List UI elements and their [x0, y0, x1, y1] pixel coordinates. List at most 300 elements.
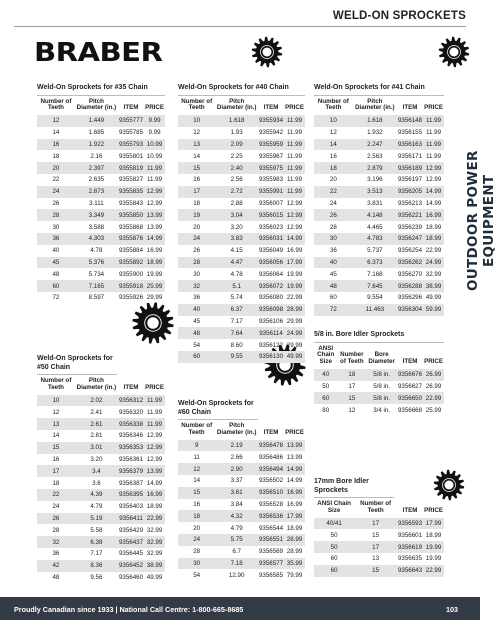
- chain41-title: Weld-On Sprockets for #41 Chain: [314, 84, 444, 96]
- cell-price: 29.99: [286, 318, 303, 326]
- table-row: [314, 209, 444, 221]
- cell-pitch: 2.40: [230, 164, 243, 172]
- cell-price: 14.99: [286, 235, 303, 243]
- cell-teeth: 28: [329, 223, 337, 231]
- table-row: [178, 115, 305, 127]
- cell-teeth: 20: [329, 176, 337, 184]
- cell-item: 9356593: [397, 519, 423, 527]
- sprocket-icon: [130, 300, 176, 346]
- cell-item: 9356007: [258, 200, 284, 208]
- cell-item: 9355934: [258, 117, 284, 125]
- cell-teeth: 12: [348, 406, 356, 414]
- table-row: [178, 510, 305, 522]
- cell-teeth: 60: [329, 294, 337, 302]
- cell-price: 13.99: [286, 453, 303, 461]
- cell-teeth: 36: [52, 235, 60, 243]
- table-row: [37, 139, 165, 151]
- cell-price: 14.99: [286, 477, 303, 485]
- cell-item: 9355868: [118, 223, 144, 231]
- cell-bore: 5/8 in.: [373, 383, 391, 391]
- cell-teeth: 11: [193, 453, 200, 461]
- cell-price: 11.99: [426, 141, 442, 149]
- cell-price: 11.99: [287, 129, 303, 137]
- cell-teeth: 14: [193, 477, 201, 485]
- col-price: PRICE: [145, 104, 164, 112]
- table-row: [314, 369, 444, 381]
- table-row: [178, 209, 305, 221]
- cell-pitch: 4.79: [90, 503, 103, 511]
- cell-teeth: 22: [52, 491, 60, 499]
- cell-price: 12.99: [146, 200, 163, 208]
- table-row: [178, 463, 305, 475]
- cell-price: 28.99: [286, 536, 303, 544]
- cell-item: 9356338: [118, 420, 144, 428]
- cell-teeth: 15: [193, 164, 201, 172]
- cell-item: 9356163: [397, 141, 423, 149]
- cell-teeth: 36: [193, 294, 201, 302]
- table-row: [37, 233, 165, 245]
- cell-teeth: 16: [193, 176, 201, 184]
- cell-pitch: 2.72: [230, 188, 243, 196]
- cell-price: 11.99: [287, 117, 303, 125]
- col-price: PRICE: [424, 358, 443, 366]
- cell-teeth: 40: [329, 259, 337, 267]
- col-item: ITEM: [123, 104, 139, 112]
- cell-pitch: 4.79: [230, 524, 243, 532]
- table-row: [37, 430, 165, 442]
- col-teeth: Number of Teeth: [40, 97, 72, 112]
- cell-item: 9356130: [258, 353, 284, 361]
- cell-teeth: 22: [329, 188, 337, 196]
- cell-pitch: 5.75: [230, 536, 243, 544]
- col-item: ITEM: [402, 104, 418, 112]
- table-row: [178, 162, 305, 174]
- cell-price: 28.99: [286, 548, 303, 556]
- cell-item: 9356486: [258, 453, 284, 461]
- col-teeth: Number of Teeth: [317, 97, 349, 112]
- table-row: [314, 127, 444, 139]
- cell-pitch: 2.90: [230, 465, 243, 473]
- cell-item: 9355827: [118, 176, 144, 184]
- cell-item: 9356304: [397, 306, 423, 314]
- cell-pitch: 5.1: [232, 282, 241, 290]
- cell-pitch: 5.58: [90, 526, 103, 534]
- cell-item: 9356478: [258, 441, 284, 449]
- table-row: [37, 186, 165, 198]
- cell-price: 14.99: [425, 200, 442, 208]
- cell-pitch: 6.38: [90, 538, 103, 546]
- cell-price: 11.99: [287, 188, 303, 196]
- cell-price: 13.99: [286, 441, 303, 449]
- cell-pitch: 2.19: [230, 441, 243, 449]
- cell-item: 9356114: [259, 329, 283, 337]
- table-row: [314, 541, 444, 553]
- cell-teeth: 30: [329, 235, 337, 243]
- cell-price: 16.99: [286, 489, 303, 497]
- table-row: [37, 489, 165, 501]
- cell-teeth: 12: [52, 117, 60, 125]
- table-row: [37, 280, 165, 292]
- chain41-table: [314, 96, 444, 316]
- cell-item: 9355983: [258, 176, 284, 184]
- title-divider: [14, 26, 466, 27]
- cell-teeth: 17: [372, 543, 380, 551]
- cell-price: 19.99: [286, 270, 303, 278]
- cell-price: 11.99: [426, 129, 442, 137]
- footer-bar: [0, 597, 480, 620]
- table-row: [314, 280, 444, 292]
- cell-item: 9356635: [397, 555, 423, 563]
- cell-pitch: 4.303: [88, 235, 105, 243]
- cell-price: 26.99: [425, 371, 442, 379]
- cell-price: 11.99: [147, 420, 163, 428]
- cell-price: 18.99: [146, 503, 163, 511]
- cell-teeth: 54: [193, 571, 201, 579]
- cell-pitch: 1.932: [367, 129, 383, 137]
- cell-price: 35.99: [286, 559, 303, 567]
- table-row: [37, 198, 165, 210]
- cell-price: 49.99: [146, 573, 163, 581]
- cell-teeth: 13: [193, 141, 201, 149]
- cell-pitch: 12.90: [228, 571, 245, 579]
- table-row: [314, 233, 444, 245]
- table-row: [314, 245, 444, 257]
- cell-pitch: 2.563: [367, 152, 383, 160]
- cell-item: 9356569: [258, 548, 284, 556]
- cell-price: 38.99: [146, 562, 163, 570]
- col-teeth: Number of Teeth: [340, 351, 364, 366]
- col-teeth: Number of Teeth: [40, 377, 72, 391]
- cell-price: 17.99: [286, 259, 303, 267]
- cell-item: 9356429: [118, 526, 144, 534]
- cell-price: 19.99: [146, 270, 163, 278]
- footer-contact: Proudly Canadian since 1933 | National Call Centre: 1-800-665-8685: [14, 605, 244, 614]
- cell-item: 9356189: [397, 164, 423, 172]
- cell-pitch: 9.554: [367, 294, 383, 302]
- cell-item: 9356031: [258, 235, 284, 243]
- cell-pitch: 8.36: [90, 562, 103, 570]
- cell-pitch: 5.376: [88, 259, 105, 267]
- table-row: [37, 501, 165, 513]
- cell-pitch: 3.83: [230, 235, 243, 243]
- cell-teeth: 13: [372, 555, 380, 563]
- cell-teeth: 48: [193, 329, 201, 337]
- cell-teeth: 20: [193, 223, 201, 231]
- chain35-title: Weld-On Sprockets for #35 Chain: [37, 84, 165, 96]
- cell-pitch: 5.734: [88, 270, 105, 278]
- table-row: [178, 174, 305, 186]
- table-row: [178, 522, 305, 534]
- cell-pitch: 6.7: [232, 548, 241, 556]
- cell-price: 10.99: [146, 141, 163, 149]
- cell-pitch: 4.78: [230, 270, 243, 278]
- table-row: [314, 257, 444, 269]
- table-row: [314, 292, 444, 304]
- cell-price: 11.99: [147, 176, 163, 184]
- cell-item: 9356270: [397, 270, 423, 278]
- table-row: [314, 221, 444, 233]
- cell-item: 9355918: [118, 282, 144, 290]
- table-row: [314, 529, 444, 541]
- table-row: [178, 534, 305, 546]
- brand-logo: BRABER: [34, 38, 163, 68]
- cell-teeth: 12: [329, 129, 337, 137]
- cell-teeth: 14: [52, 432, 60, 440]
- cell-item: 9355942: [258, 129, 284, 137]
- cell-teeth: 14: [193, 152, 201, 160]
- col-item: ITEM: [263, 428, 279, 436]
- cell-item: 9355843: [118, 200, 144, 208]
- cell-item: 9356213: [397, 200, 423, 208]
- col-bore: Bore Diameter: [368, 351, 395, 366]
- cell-teeth: 36: [329, 247, 337, 255]
- cell-price: 11.99: [287, 141, 303, 149]
- cell-teeth: 48: [52, 573, 60, 581]
- cell-item: 9356262: [397, 259, 423, 267]
- chain41-section: [314, 84, 444, 316]
- table-row: [314, 174, 444, 186]
- table-row: [178, 451, 305, 463]
- cell-teeth: 16: [193, 500, 201, 508]
- table-row: [314, 198, 444, 210]
- cell-pitch: 3.513: [367, 188, 383, 196]
- cell-price: 11.99: [287, 176, 303, 184]
- table-row: [37, 454, 165, 466]
- cell-pitch: 3.20: [230, 223, 243, 231]
- cell-item: 9356528: [258, 500, 284, 508]
- cell-pitch: 1.618: [228, 117, 245, 125]
- cell-ansi: 60: [330, 567, 338, 575]
- cell-price: 29.99: [146, 294, 163, 302]
- table-row: [37, 442, 165, 454]
- cell-teeth: 40: [193, 306, 201, 314]
- idler58-title: 5/8 in. Bore Idler Sprockets: [314, 331, 444, 343]
- col-price: PRICE: [145, 383, 164, 391]
- table-row: [37, 477, 165, 489]
- cell-item: 9355900: [118, 270, 144, 278]
- cell-price: 19.99: [425, 543, 442, 551]
- table-row: [178, 499, 305, 511]
- cell-teeth: 32: [52, 538, 60, 546]
- cell-teeth: 28: [193, 548, 201, 556]
- col-ansi: ANSI Chain Size: [317, 344, 335, 366]
- cell-teeth: 28: [52, 526, 60, 534]
- cell-pitch: 2.41: [90, 408, 103, 416]
- cell-price: 13.99: [146, 223, 163, 231]
- cell-pitch: 2.16: [90, 152, 103, 160]
- table-row: [314, 139, 444, 151]
- cell-teeth: 26: [52, 514, 60, 522]
- table-row: [178, 558, 305, 570]
- table-row: [37, 465, 165, 477]
- sprocket-icon: [249, 34, 285, 70]
- table-row: [178, 198, 305, 210]
- cell-pitch: 9.56: [90, 573, 103, 581]
- cell-item: 9356254: [397, 247, 423, 255]
- table-row: [37, 418, 165, 430]
- table-row: [314, 304, 444, 316]
- cell-teeth: 17: [372, 519, 380, 527]
- cell-price: 16.99: [286, 500, 303, 508]
- cell-pitch: 3.349: [88, 211, 105, 219]
- cell-pitch: 6.373: [367, 259, 383, 267]
- cell-item: 9356098: [258, 306, 284, 314]
- cell-item: 9356452: [118, 562, 144, 570]
- cell-teeth: 30: [52, 223, 60, 231]
- cell-teeth: 42: [52, 562, 60, 570]
- cell-teeth: 15: [372, 567, 380, 575]
- cell-item: 9356197: [397, 176, 423, 184]
- cell-price: 12.99: [146, 188, 163, 196]
- col-teeth: Number of Teeth: [181, 97, 213, 112]
- cell-item: 9355801: [118, 152, 144, 160]
- cell-price: 29.99: [286, 341, 303, 349]
- cell-ansi: 50: [330, 531, 338, 539]
- cell-ansi: 40/41: [326, 519, 342, 527]
- cell-teeth: 18: [329, 164, 337, 172]
- cell-pitch: 4.47: [230, 259, 243, 267]
- table-row: [37, 127, 165, 139]
- cell-item: 9356080: [258, 294, 284, 302]
- table-row: [37, 257, 165, 269]
- table-row: [314, 268, 444, 280]
- table-row: [314, 404, 444, 416]
- cell-price: 22.99: [425, 247, 442, 255]
- col-item: ITEM: [263, 104, 279, 112]
- cell-ansi: 60: [322, 394, 330, 402]
- cell-teeth: 28: [193, 259, 201, 267]
- cell-teeth: 18: [193, 200, 201, 208]
- cell-price: 18.99: [286, 524, 303, 532]
- cell-item: 9356106: [258, 318, 284, 326]
- cell-pitch: 7.17: [90, 550, 103, 558]
- cell-pitch: 3.4: [92, 467, 101, 475]
- cell-item: 9356395: [118, 491, 144, 499]
- cell-price: 12.99: [425, 176, 442, 184]
- table-row: [37, 174, 165, 186]
- cell-teeth: 45: [193, 318, 201, 326]
- cell-teeth: 18: [52, 152, 60, 160]
- cell-teeth: 26: [329, 211, 337, 219]
- cell-price: 25.99: [425, 406, 442, 414]
- cell-teeth: 16: [52, 141, 60, 149]
- cell-price: 9.99: [148, 117, 161, 125]
- cell-item: 9356619: [397, 543, 423, 551]
- cell-pitch: 4.15: [230, 247, 243, 255]
- cell-price: 24.99: [286, 329, 303, 337]
- cell-teeth: 12: [193, 129, 201, 137]
- cell-teeth: 17: [52, 467, 60, 475]
- cell-item: 9355876: [118, 235, 144, 243]
- cell-price: 32.99: [146, 538, 163, 546]
- cell-price: 12.99: [286, 200, 303, 208]
- cell-teeth: 30: [193, 270, 201, 278]
- cell-pitch: 8.597: [88, 294, 105, 302]
- cell-pitch: 7.64: [230, 329, 243, 337]
- cell-pitch: 7.165: [88, 282, 105, 290]
- cell-pitch: 4.39: [90, 491, 103, 499]
- table-row: [178, 487, 305, 499]
- sprocket-icon: [436, 34, 472, 70]
- cell-teeth: 72: [329, 306, 337, 314]
- cell-item: 9355793: [118, 141, 144, 149]
- cell-price: 14.99: [286, 465, 303, 473]
- table-row: [178, 569, 305, 581]
- cell-teeth: 17: [348, 383, 356, 391]
- cell-teeth: 72: [52, 294, 60, 302]
- cell-item: 9356205: [397, 188, 423, 196]
- table-row: [178, 257, 305, 269]
- cell-pitch: 2.88: [230, 200, 243, 208]
- cell-pitch: 2.81: [90, 432, 103, 440]
- cell-price: 79.99: [286, 571, 303, 579]
- cell-price: 11.99: [147, 396, 163, 404]
- table-row: [37, 572, 165, 584]
- cell-item: 9356601: [397, 531, 423, 539]
- cell-price: 10.99: [146, 152, 163, 160]
- cell-pitch: 4.783: [367, 235, 383, 243]
- cell-price: 26.99: [425, 383, 442, 391]
- cell-teeth: 15: [193, 489, 201, 497]
- cell-teeth: 10: [193, 117, 201, 125]
- cell-price: 14.99: [146, 235, 163, 243]
- idler17-table: [314, 498, 444, 577]
- col-price: PRICE: [424, 506, 443, 514]
- cell-item: 9356676: [397, 371, 423, 379]
- cell-item: 9355892: [118, 259, 144, 267]
- idler17-section: [314, 478, 444, 577]
- table-row: [178, 150, 305, 162]
- cell-price: 14.99: [425, 188, 442, 196]
- table-row: [37, 292, 165, 304]
- col-teeth: Number of Teeth: [360, 500, 392, 514]
- cell-item: 9356148: [397, 117, 423, 125]
- cell-item: 9356411: [119, 514, 143, 522]
- table-row: [37, 524, 165, 536]
- cell-teeth: 26: [52, 200, 60, 208]
- cell-item: 9356171: [397, 152, 423, 160]
- cell-item: 9356650: [397, 394, 423, 402]
- table-row: [178, 339, 305, 351]
- cell-ansi: 50: [322, 383, 330, 391]
- cell-item: 9356056: [258, 259, 284, 267]
- cell-teeth: 22: [52, 176, 60, 184]
- cell-teeth: 14: [52, 129, 60, 137]
- cell-item: 9355850: [118, 211, 144, 219]
- cell-item: 9356239: [397, 223, 423, 231]
- cell-price: 32.99: [146, 526, 163, 534]
- cell-pitch: 1.685: [88, 129, 105, 137]
- table-row: [178, 546, 305, 558]
- table-row: [37, 548, 165, 560]
- cell-pitch: 3.6: [92, 479, 101, 487]
- cell-pitch: 11.463: [365, 306, 385, 314]
- table-row: [37, 268, 165, 280]
- cell-price: 13.99: [146, 211, 163, 219]
- cell-price: 12.99: [286, 223, 303, 231]
- cell-teeth: 13: [52, 420, 60, 428]
- cell-price: 49.99: [286, 353, 303, 361]
- cell-teeth: 24: [193, 536, 201, 544]
- cell-pitch: 1.618: [367, 117, 383, 125]
- cell-price: 16.99: [146, 247, 163, 255]
- cell-pitch: 2.879: [367, 164, 383, 172]
- cell-item: 9356353: [118, 444, 144, 452]
- table-row: [178, 139, 305, 151]
- cell-teeth: 14: [329, 141, 337, 149]
- cell-price: 11.99: [426, 117, 442, 125]
- chain40-title: Weld-On Sprockets for #40 Chain: [178, 84, 305, 96]
